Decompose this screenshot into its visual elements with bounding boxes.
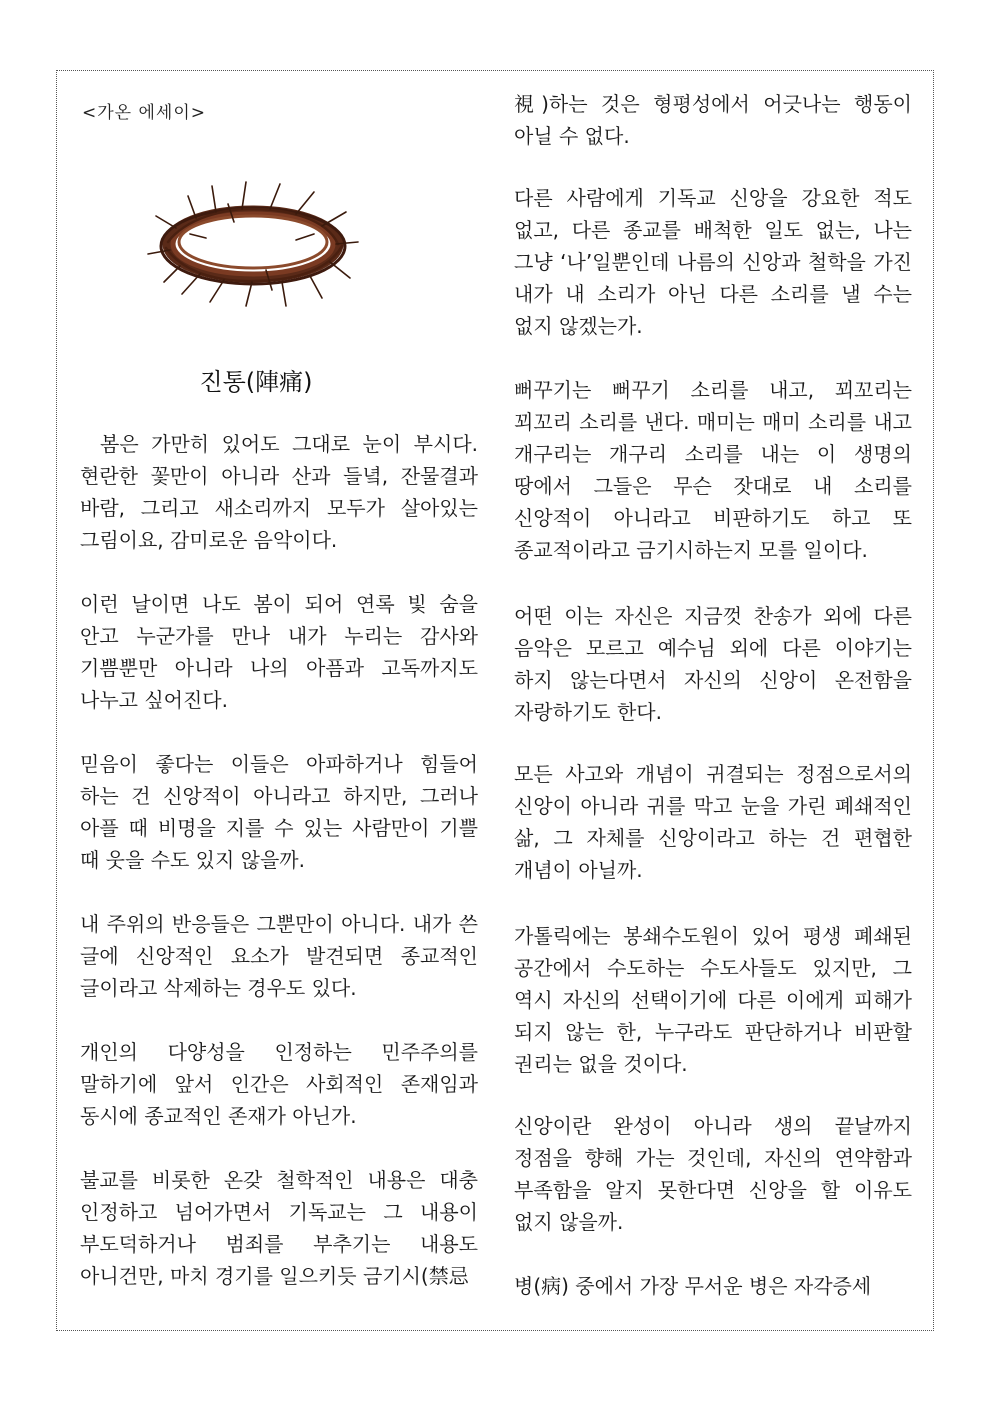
essay-series-label: <가온 에세이> <box>82 103 207 123</box>
crown-of-thorns-image <box>146 178 360 308</box>
right-paragraph-4: 어떤 이는 자신은 지금껏 찬송가 외에 다른 음악은 모르고 예수님 외에 다른 이야기는 하지 않는다면서 자신의 신앙이 온전함을 자랑하기도 한다. <box>514 604 912 724</box>
right-paragraph-2: 다른 사람에게 기독교 신앙을 강요한 적도 없고, 다른 종교를 배척한 일도 없는, 나는 그냥 ‘나’일뿐인데 나름의 신앙과 철학을 가진 내가 내 소리가 아닌 다른 소리를 낼 수는 없지 않겠는가. <box>514 186 912 338</box>
right-paragraph-1: 視)하는 것은 형평성에서 어긋나는 행동이 아닐 수 없다. <box>514 92 912 148</box>
right-paragraph-3: 뻐꾸기는 뻐꾸기 소리를 내고, 꾀꼬리는 꾀꼬리 소리를 낸다. 매미는 매미 소리를 내고 개구리는 개구리 소리를 내는 이 생명의 땅에서 그들은 무슨 잣대로 내 소리를 신앙적이 아니라고 비판하기도 하고 또 종교적이라고 금기시하는지 모를 일이다. <box>514 378 912 562</box>
left-paragraph-4: 내 주위의 반응들은 그뿐만이 아니다. 내가 쓴 글에 신앙적인 요소가 발견되면 종교적인 글이라고 삭제하는 경우도 있다. <box>80 912 478 1000</box>
right-paragraph-6: 가톨릭에는 봉쇄수도원이 있어 평생 폐쇄된 공간에서 수도하는 수도사들도 있지만, 그 역시 자신의 선택이기에 다른 이에게 피해가 되지 않는 한, 누구라도 판단하거나 비판할 권리는 없을 것이다. <box>514 924 912 1076</box>
right-paragraph-5: 모든 사고와 개념이 귀결되는 정점으로서의 신앙이 아니라 귀를 막고 눈을 가린 폐쇄적인 삶, 그 자체를 신앙이라고 하는 건 편협한 개념이 아닐까. <box>514 762 912 882</box>
right-paragraph-8: 병(病) 중에서 가장 무서운 병은 자각증세 <box>514 1274 872 1298</box>
left-paragraph-2: 이런 날이면 나도 봄이 되어 연록 빛 숨을 안고 누군가를 만나 내가 누리는 감사와 기쁨뿐만 아니라 나의 아픔과 고독까지도 나누고 싶어진다. <box>80 592 478 712</box>
essay-title: 진통(陣痛) <box>199 368 313 396</box>
right-paragraph-7: 신앙이란 완성이 아니라 생의 끝날까지 정점을 향해 가는 것인데, 자신의 연약함과 부족함을 알지 못한다면 신앙을 할 이유도 없지 않을까. <box>514 1114 912 1234</box>
left-paragraph-6: 불교를 비롯한 온갖 철학적인 내용은 대충 인정하고 넘어가면서 기독교는 그 내용이 부도덕하거나 범죄를 부추기는 내용도 아니건만, 마치 경기를 일으키듯 금기시(禁忌 <box>80 1168 478 1288</box>
left-paragraph-1: 봄은 가만히 있어도 그대로 눈이 부시다. 현란한 꽃만이 아니라 산과 들녘, 잔물결과 바람, 그리고 새소리까지 모두가 살아있는 그림이요, 감미로운 음악이다. <box>80 432 478 552</box>
left-paragraph-3: 믿음이 좋다는 이들은 아파하거나 힘들어 하는 건 신앙적이 아니라고 하지만, 그러나 아플 때 비명을 지를 수 있는 사람만이 기쁠 때 웃을 수도 있지 않을까. <box>80 752 478 872</box>
left-paragraph-5: 개인의 다양성을 인정하는 민주주의를 말하기에 앞서 인간은 사회적인 존재임과 동시에 종교적인 존재가 아닌가. <box>80 1040 478 1128</box>
